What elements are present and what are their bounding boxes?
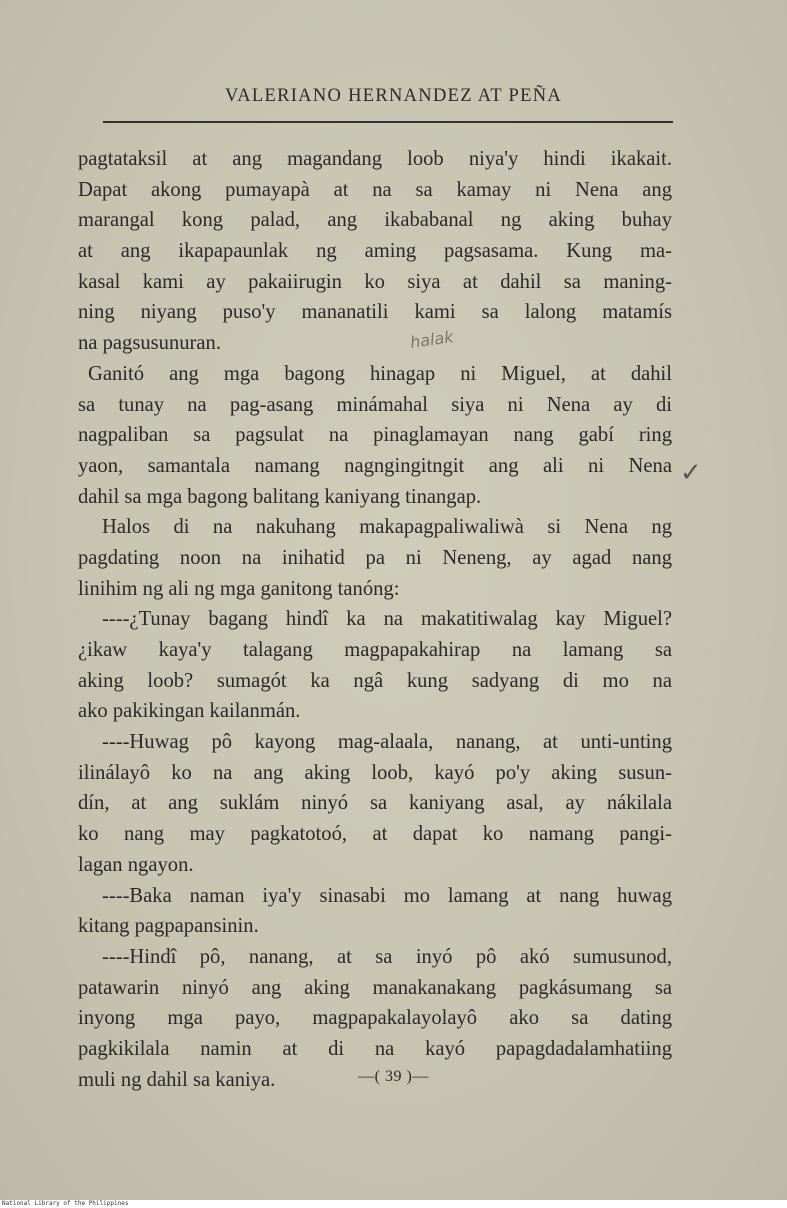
text-line: ¿ikaw kaya'y talagang magpapakahirap na lamang sa [78,639,672,661]
text-line: ning niyang puso'y mananatili kami sa lalong matamís [78,301,672,324]
text-line: Ganitó ang mga bagong hinagap ni Miguel, at dahil [88,362,672,385]
text-line: aking loob? sumagót ka ngâ kung sadyang di mo na [78,669,672,692]
text-line: nagpaliban sa pagsulat na pinaglamayan nang gabí ring [78,424,672,447]
text-line: ilinálayô ko na ang aking loob, kayó po'y aking susun- [78,761,672,784]
text-line: kasal kami ay pakaiirugin ko siya at dahil sa maning- [78,270,672,293]
body-text [78,144,672,1095]
running-head: VALERIANO HERNANDEZ AT PEÑA [224,86,563,106]
text-line: lagan ngayon. [78,853,194,876]
text-line: yaon, samantala namang nagngingitngit ang ali ni Nena [78,454,672,477]
text-line: sa tunay na pag-asang minámahal siya ni Nena ay di [78,393,672,416]
text-line: at ang ikapapaunlak ng aming pagsasama. Kung ma- [78,240,672,263]
text-line: muli ng dahil sa kaniya. [78,1068,276,1091]
text-line: ----Huwag pô kayong mag-alaala, nanang, at unti-unting [102,731,672,754]
text-line: Halos di na nakuhang makapagpaliwaliwà si Nena ng [102,516,672,539]
text-line: ko nang may pagkatotoó, at dapat ko namang pangi- [78,823,672,846]
text-line: ako pakikingan kailanmán. [78,700,301,723]
text-line: ----¿Tunay bagang hindî ka na makatitiwalag kay Miguel? [102,608,672,631]
footer-credit: National Library of the Philippines [0,1200,787,1208]
text-line: marangal kong palad, ang ikababanal ng aking buhay [78,209,672,232]
text-line: dín, at ang suklám ninyó sa kaniyang asal, ay nákilala [78,792,672,815]
text-line: ----Hindî pô, nanang, at sa inyó pô akó sumusunod, [102,945,672,968]
text-line: Dapat akong pumayapà at na sa kamay ni Nena ang [78,178,672,201]
checkmark-icon: ✓ [680,458,702,488]
text-line: pagdating noon na inihatid pa ni Neneng, ay agad nang [78,546,672,569]
text-line: ----Baka naman iya'y sinasabi mo lamang at nang huwag [102,884,672,907]
text-line: pagkikilala namin at di na kayó papagdadalamhatiing [78,1037,672,1060]
page-number: —( 39 )— [358,1068,429,1085]
text-line: na pagsusunuran. [78,332,221,355]
header-rule [103,121,673,123]
text-line: patawarin ninyó ang aking manakanakang pagkásumang sa [78,976,672,999]
handwritten-annotation: halak [408,327,455,352]
text-line: dahil sa mga bagong balitang kaniyang tinangap. [78,485,482,508]
text-line: inyong mga payo, magpapakalayolayô ako sa dating [78,1007,672,1030]
text-line: kitang pagpapansinin. [78,915,259,938]
text-line: linihim ng ali ng mga ganitong tanóng: [78,577,400,600]
text-line: pagtataksil at ang magandang loob niya'y hindi ikakait. [78,148,672,170]
